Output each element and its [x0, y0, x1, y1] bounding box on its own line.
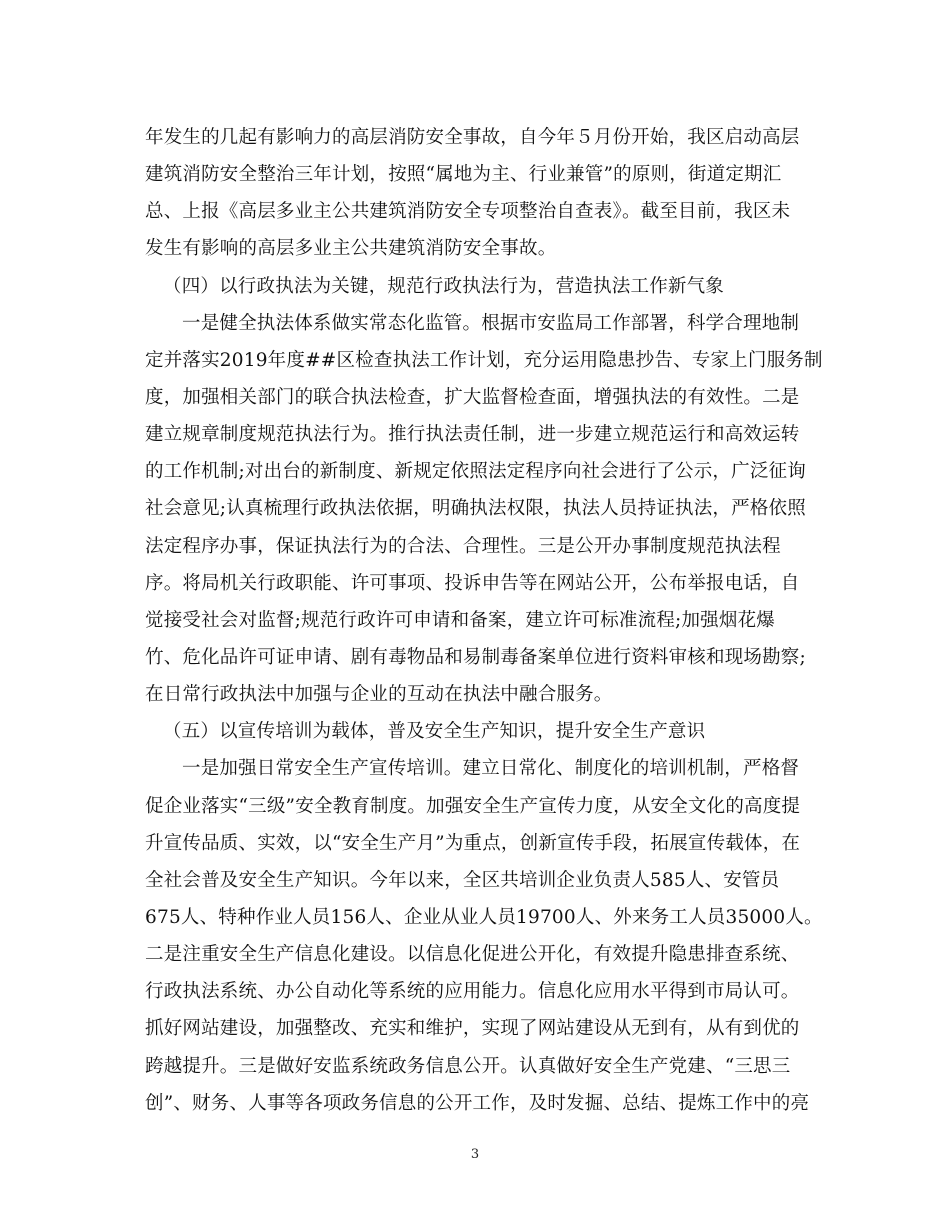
text-line: 建筑消防安全整治三年计划，按照“属地为主、行业兼管”的原则，街道定期汇 [145, 164, 782, 186]
text-line: 度，加强相关部门的联合执法检查，扩大监督检查面，增强执法的有效性。二是 [145, 386, 800, 408]
text-line: 在日常行政执法中加强与企业的互动在执法中融合服务。 [145, 684, 613, 706]
text-line: 升宣传品质、实效，以“安全生产月”为重点，创新宣传手段，拓展宣传载体，在 [145, 832, 801, 854]
text-line: 一是加强日常安全生产宣传培训。建立日常化、制度化的培训机制，严格督 [182, 758, 800, 780]
text-line: 竹、危化品许可证申请、剧有毒物品和易制毒备案单位进行资料审核和现场勘察; [145, 646, 806, 668]
section-heading: （四）以行政执法为关键，规范行政执法行为，营造执法工作新气象 [163, 275, 725, 297]
text-line: 抓好网站建设，加强整改、充实和维护，实现了网站建设从无到有，从有到优的 [145, 1018, 800, 1040]
text-line: 定并落实2019年度##区检查执法工作计划，充分运用隐患抄告、专家上门服务制 [145, 349, 823, 371]
text-line: 促企业落实“三级”安全教育制度。加强安全生产宣传力度，从安全文化的高度提 [145, 795, 801, 817]
text-line: 社会意见;认真梳理行政执法依据，明确执法权限，执法人员持证执法，严格依照 [145, 498, 806, 520]
text-line: 跨越提升。三是做好安监系统政务信息公开。认真做好安全生产党建、“三思三 [145, 1055, 791, 1077]
text-line: 的工作机制;对出台的新制度、新规定依照法定程序向社会进行了公示，广泛征询 [145, 461, 806, 483]
text-line: 一是健全执法体系做实常态化监管。根据市安监局工作部署，科学合理地制 [182, 312, 800, 334]
text-line: 年发生的几起有影响力的高层消防安全事故，自今年５月份开始，我区启动高层 [145, 127, 800, 148]
text-line: 675人、特种作业人员156人、企业从业人员19700人、外来务工人员35000人。 [145, 906, 823, 928]
text-line: 总、上报《高层多业主公共建筑消防安全专项整治自查表》。截至目前，我区未 [145, 201, 791, 223]
text-line: 序。将局机关行政职能、许可事项、投诉申告等在网站公开，公布举报电话，自 [145, 572, 800, 594]
text-line: 发生有影响的高层多业主公共建筑消防安全事故。 [145, 238, 557, 260]
text-line: 法定程序办事，保证执法行为的合法、合理性。三是公开办事制度规范执法程 [145, 535, 781, 557]
text-line: 行政执法系统、办公自动化等系统的应用能力。信息化应用水平得到市局认可。 [145, 981, 800, 1003]
text-line: 全社会普及安全生产知识。今年以来，全区共培训企业负责人585人、安管员 [145, 869, 780, 891]
page-number: 3 [470, 1147, 480, 1162]
text-line: 觉接受社会对监督;规范行政许可申请和备案，建立许可标准流程;加强烟花爆 [145, 609, 775, 631]
text-line: 建立规章制度规范执法行为。推行执法责任制，进一步建立规范运行和高效运转 [145, 424, 800, 446]
text-line: 二是注重安全生产信息化建设。以信息化促进公开化，有效提升隐患排查系统、 [145, 944, 800, 966]
section-heading: （五）以宣传培训为载体，普及安全生产知识，提升安全生产意识 [163, 721, 706, 743]
document-body [145, 119, 823, 1122]
text-line: 创”、财务、人事等各项政务信息的公开工作，及时发掘、总结、提炼工作中的亮 [145, 1092, 810, 1114]
